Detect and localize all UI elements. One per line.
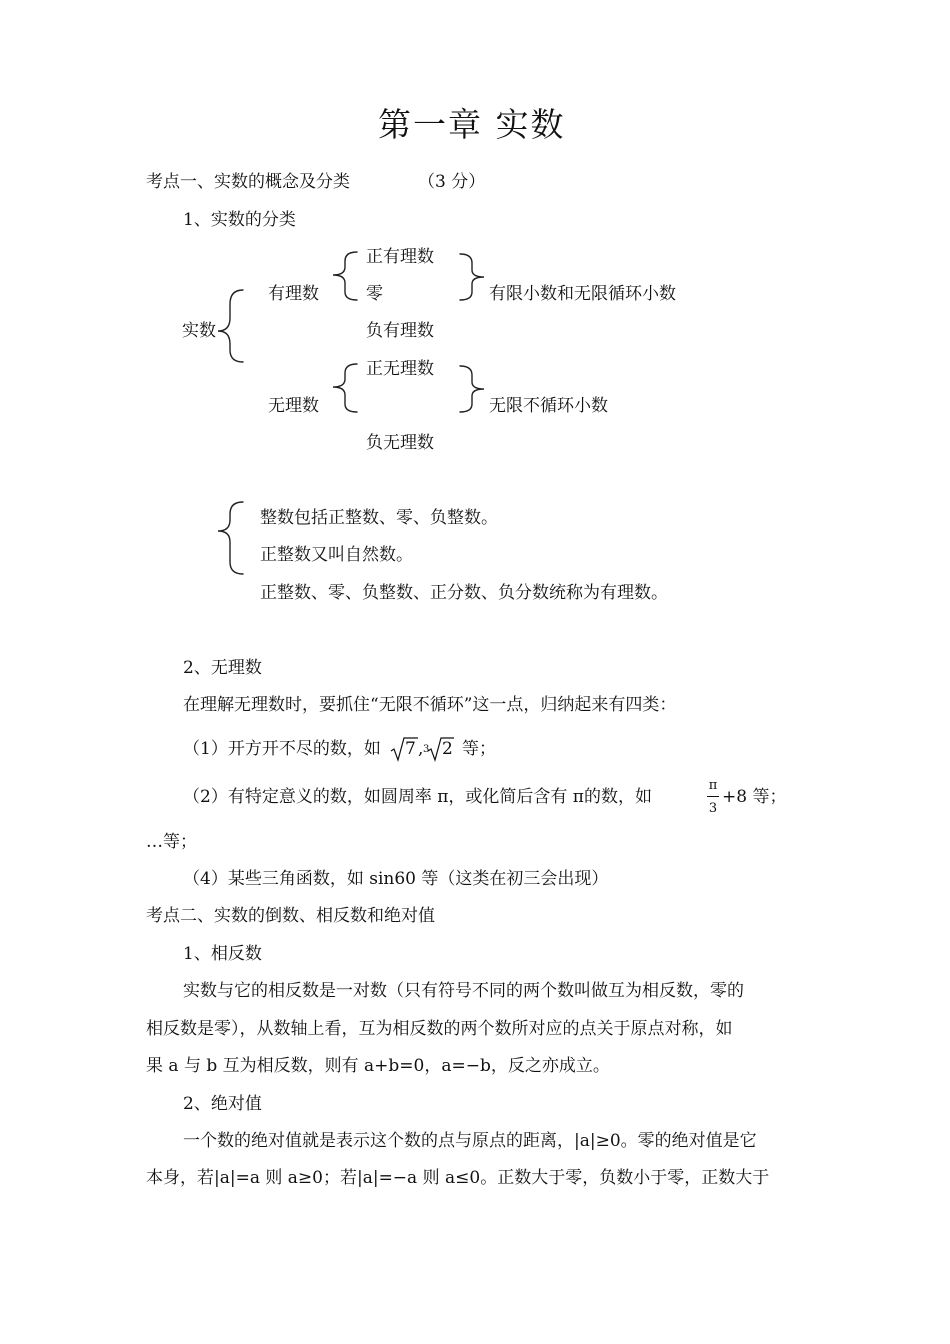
item-1-suffix: 等；: [462, 739, 496, 759]
note-rational: 正整数、零、负整数、正分数、负分数统称为有理数。: [260, 583, 668, 603]
note-natural: 正整数又叫自然数。: [260, 545, 413, 565]
radicand-2: 2: [442, 739, 453, 759]
page-title: 第一章 实数: [378, 105, 566, 144]
fraction-bar: [707, 796, 719, 797]
tree-zero: 零: [366, 284, 383, 304]
tree-positive-irrational: 正无理数: [366, 359, 434, 379]
tree-rational-note: 有限小数和无限循环小数: [489, 284, 676, 304]
brace-irrational: [333, 364, 357, 412]
item-2-suffix: +8 等；: [722, 787, 787, 807]
radicand-1: 7: [405, 739, 416, 759]
section-heading-1: 考点一、实数的概念及分类: [146, 172, 350, 192]
tree-negative-irrational: 负无理数: [366, 433, 434, 453]
subheading-classification: 1、实数的分类: [183, 210, 296, 230]
item-1-separator: ,: [418, 739, 424, 759]
absolute-line-2: 本身，若|a|=a 则 a≥0；若|a|=−a 则 a≤0。正数大于零，负数小于零，正数大于: [146, 1168, 770, 1188]
note-integers: 整数包括正整数、零、负整数。: [260, 508, 498, 528]
opposite-line-2: 相反数是零），从数轴上看，互为相反数的两个数所对应的点关于原点对称，如: [146, 1019, 733, 1039]
brace-irrational-right: [460, 366, 484, 412]
brace-notes: [218, 502, 243, 574]
opposite-line-3: 果 a 与 b 互为相反数，则有 a+b=0，a=−b，反之亦成立。: [146, 1056, 610, 1076]
brace-rational-right: [460, 254, 484, 300]
irrational-intro: 在理解无理数时，要抓住“无限不循环”这一点，归纳起来有四类：: [183, 695, 677, 715]
tree-positive-rational: 正有理数: [366, 247, 434, 267]
tree-irrational: 无理数: [268, 396, 319, 416]
tree-rational: 有理数: [268, 284, 319, 304]
fraction-denominator: 3: [708, 801, 718, 816]
item-4: （4）某些三角函数，如 sin60 等（这类在初三会出现）: [183, 869, 609, 889]
subheading-irrational: 2、无理数: [183, 658, 262, 678]
fraction-numerator: π: [708, 778, 718, 793]
brace-rational: [333, 252, 357, 300]
section-heading-2: 考点二、实数的倒数、相反数和绝对值: [146, 906, 435, 926]
section-score: （3 分）: [418, 172, 486, 192]
tree-irrational-note: 无限不循环小数: [489, 396, 608, 416]
subheading-opposite: 1、相反数: [183, 944, 262, 964]
subheading-absolute: 2、绝对值: [183, 1094, 262, 1114]
brace-root: [218, 290, 243, 362]
tree-root: 实数: [182, 321, 216, 341]
item-2-text: （2）有特定意义的数，如圆周率 π，或化简后含有 π的数，如: [183, 787, 652, 807]
item-3: …等；: [146, 832, 197, 852]
absolute-line-1: 一个数的绝对值就是表示这个数的点与原点的距离，|a|≥0。零的绝对值是它: [183, 1131, 757, 1151]
opposite-line-1: 实数与它的相反数是一对数（只有符号不同的两个数叫做互为相反数，零的: [183, 981, 744, 1001]
tree-negative-rational: 负有理数: [366, 321, 434, 341]
item-1-text: （1）开方开不尽的数，如: [183, 739, 381, 759]
root-index: 3: [423, 744, 430, 755]
